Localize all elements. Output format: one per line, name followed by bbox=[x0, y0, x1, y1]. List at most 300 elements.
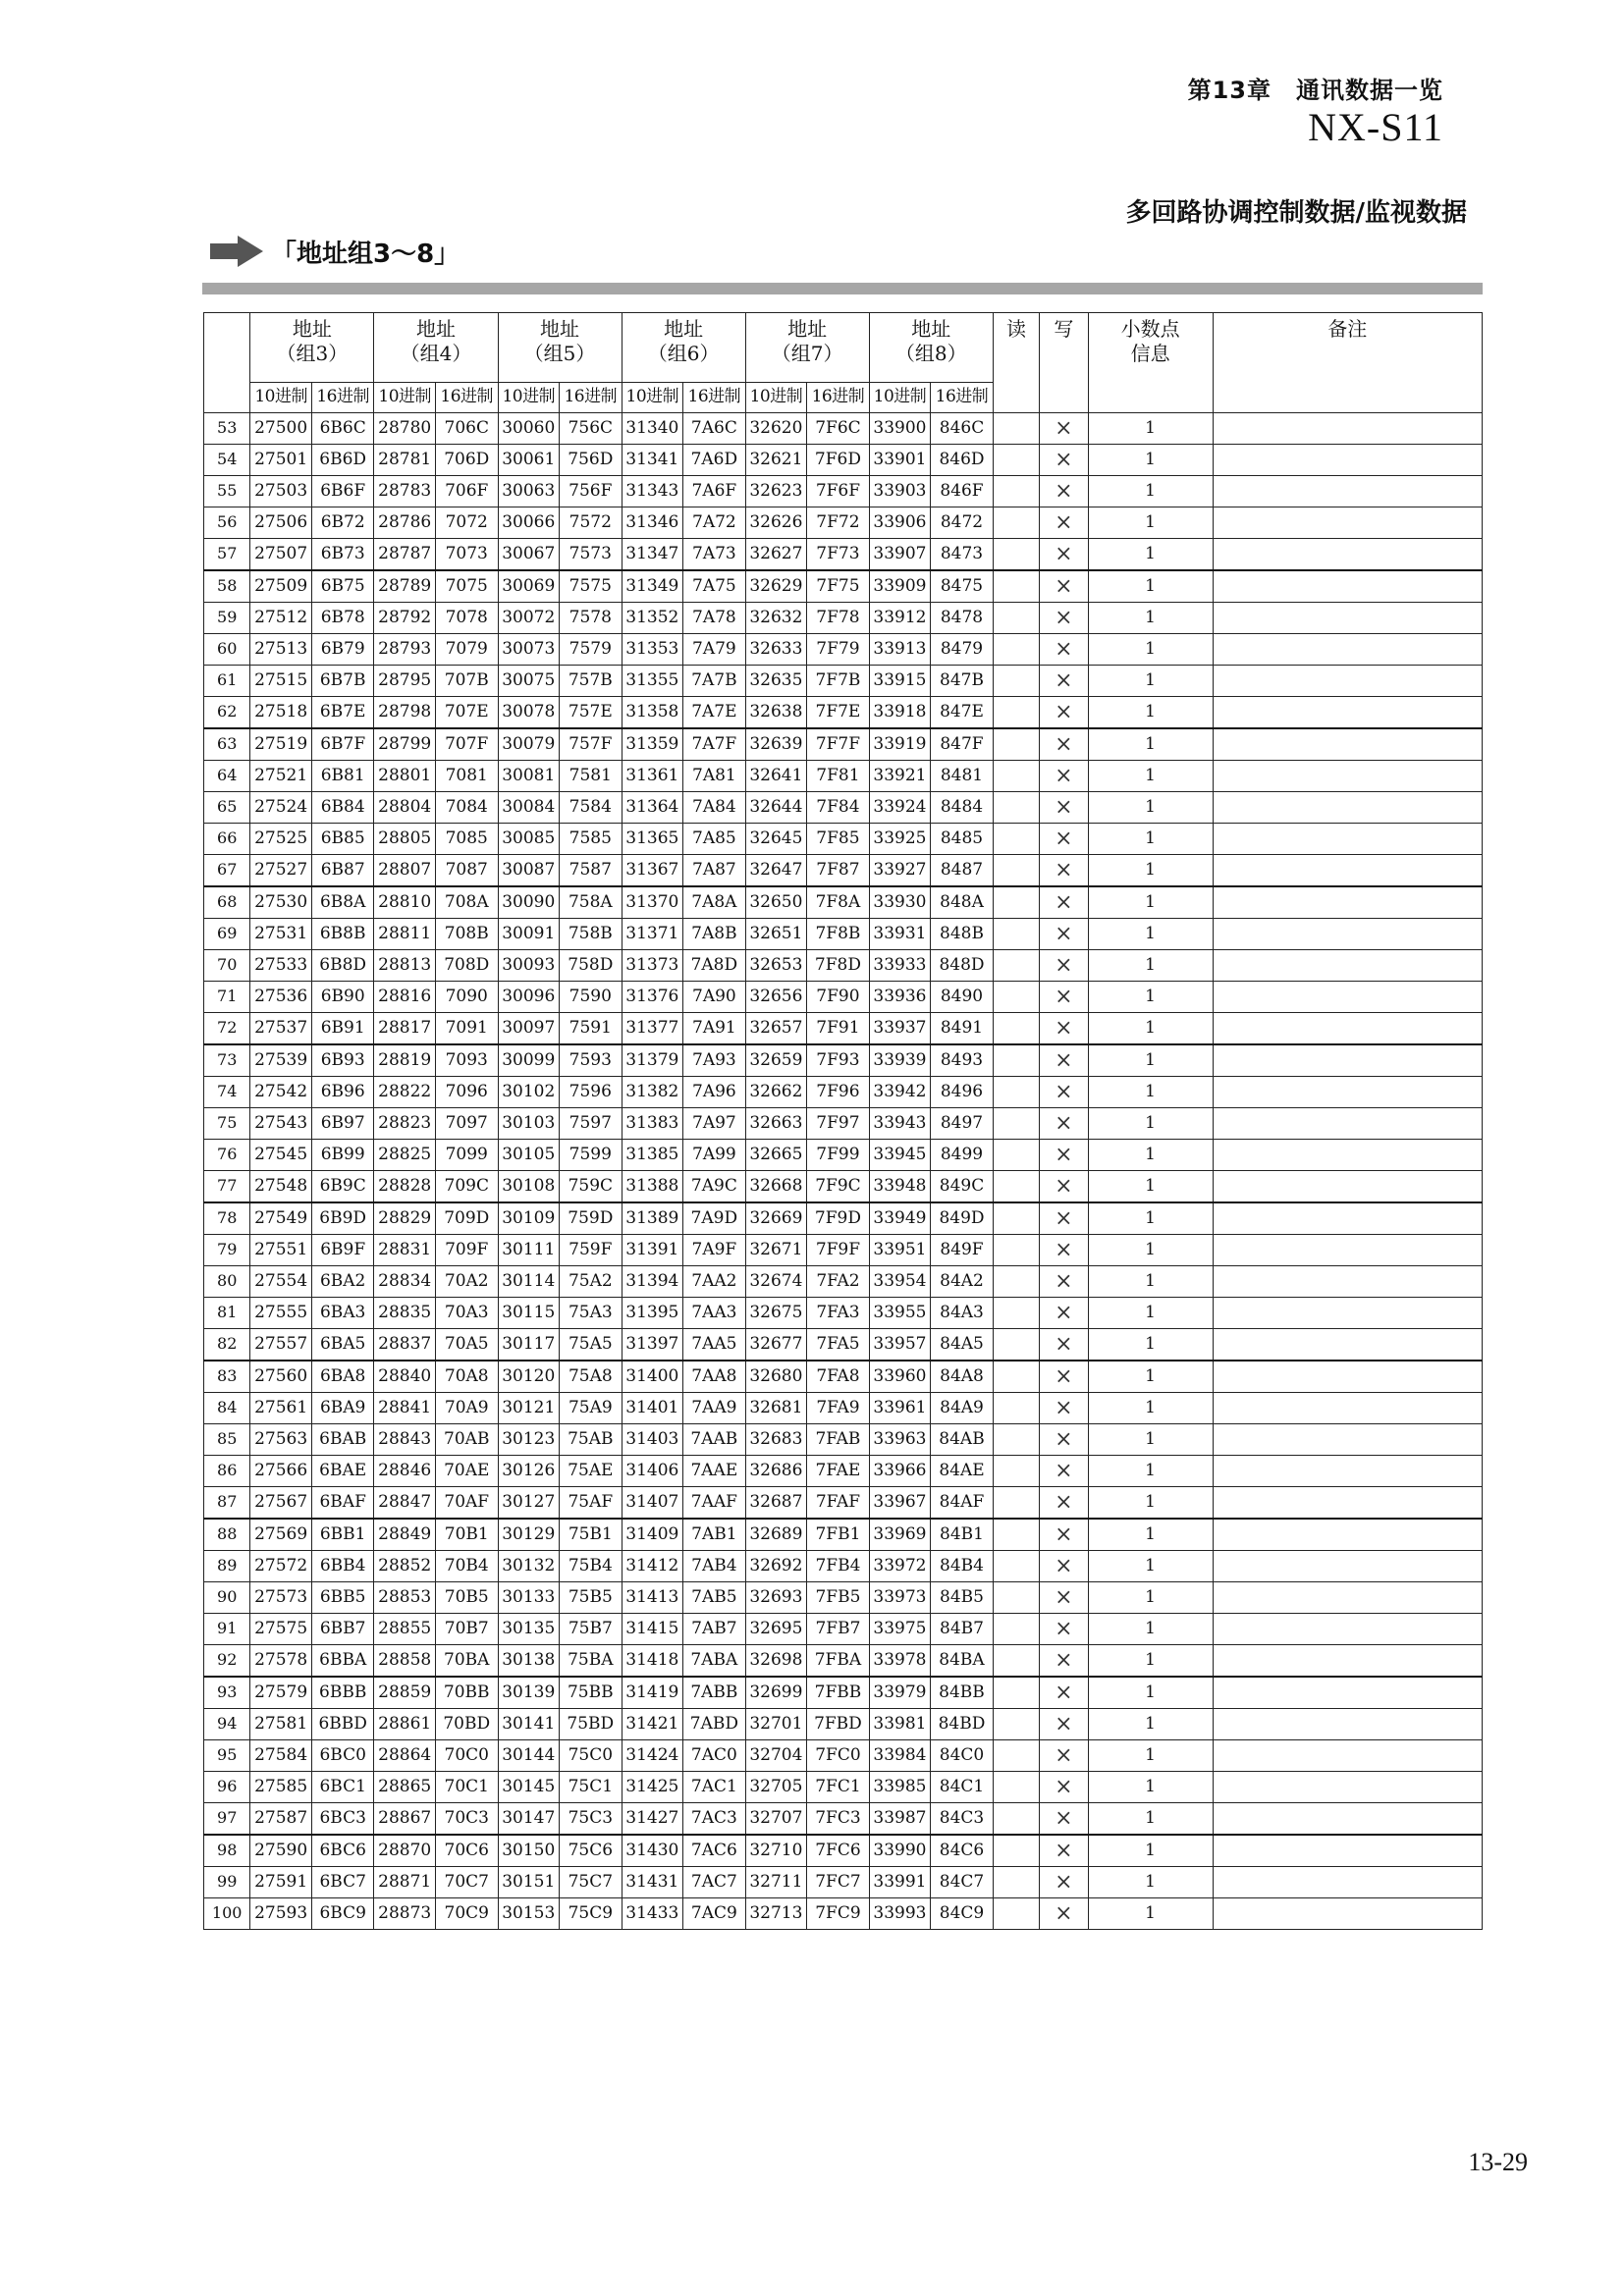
group-header: 地址 （组7） bbox=[745, 313, 869, 383]
remark-cell bbox=[1213, 476, 1482, 507]
hex-address-cell: 84A2 bbox=[931, 1266, 994, 1298]
write-cell: × bbox=[1040, 1898, 1088, 1930]
decimal-address-cell: 32629 bbox=[745, 570, 807, 603]
decimal-address-cell: 33903 bbox=[869, 476, 931, 507]
row-number-cell: 93 bbox=[204, 1677, 250, 1709]
hex-address-cell: 7584 bbox=[560, 792, 623, 824]
decimal-address-cell: 31425 bbox=[622, 1772, 683, 1803]
table-row bbox=[204, 728, 1483, 761]
hex-address-cell: 7593 bbox=[560, 1044, 623, 1077]
hex-address-cell: 7FA5 bbox=[807, 1329, 870, 1362]
hex-address-cell: 75A9 bbox=[560, 1393, 623, 1424]
write-cell: × bbox=[1040, 982, 1088, 1013]
decimal-address-cell: 30067 bbox=[498, 539, 560, 571]
decimal-address-cell: 27509 bbox=[250, 570, 312, 603]
decimal-address-cell: 32699 bbox=[745, 1677, 807, 1709]
read-cell bbox=[993, 476, 1039, 507]
decimal-address-cell: 33991 bbox=[869, 1867, 931, 1898]
hex-address-cell: 7A7E bbox=[683, 697, 746, 729]
hex-address-cell: 848B bbox=[931, 919, 994, 950]
hex-address-cell: 759C bbox=[560, 1171, 623, 1203]
write-cell: × bbox=[1040, 886, 1088, 919]
hex-address-cell: 7599 bbox=[560, 1140, 623, 1171]
arrow-right-icon bbox=[208, 232, 265, 271]
row-number-cell: 77 bbox=[204, 1171, 250, 1203]
decimal-address-cell: 27563 bbox=[250, 1424, 312, 1456]
decimal-address-cell: 27575 bbox=[250, 1614, 312, 1645]
decimal-address-cell: 28811 bbox=[374, 919, 436, 950]
read-cell bbox=[993, 1393, 1039, 1424]
decimal-address-cell: 32692 bbox=[745, 1551, 807, 1582]
decimal-address-cell: 31409 bbox=[622, 1519, 683, 1551]
decimal-address-cell: 33900 bbox=[869, 413, 931, 445]
decimal-address-cell: 28816 bbox=[374, 982, 436, 1013]
hex-address-cell: 759F bbox=[560, 1235, 623, 1266]
decimal-address-cell: 33967 bbox=[869, 1487, 931, 1520]
decimal-address-cell: 31415 bbox=[622, 1614, 683, 1645]
row-number-cell: 74 bbox=[204, 1077, 250, 1108]
page-number: 13-29 bbox=[1468, 2148, 1528, 2176]
hex-address-cell: 75C0 bbox=[560, 1740, 623, 1772]
hex-address-cell: 8479 bbox=[931, 634, 994, 666]
hex-address-cell: 7096 bbox=[435, 1077, 498, 1108]
decimal-address-cell: 30115 bbox=[498, 1298, 560, 1329]
decimal-address-cell: 30141 bbox=[498, 1709, 560, 1740]
decimal-address-cell: 31397 bbox=[622, 1329, 683, 1362]
table-row bbox=[204, 1235, 1483, 1266]
decimal-address-cell: 30145 bbox=[498, 1772, 560, 1803]
decimal-address-cell: 33957 bbox=[869, 1329, 931, 1362]
decimal-address-cell: 27573 bbox=[250, 1582, 312, 1614]
decimal-address-cell: 32671 bbox=[745, 1235, 807, 1266]
read-cell bbox=[993, 1614, 1039, 1645]
hex-address-cell: 7578 bbox=[560, 603, 623, 634]
hex-address-cell: 84A5 bbox=[931, 1329, 994, 1362]
remark-cell bbox=[1213, 1361, 1482, 1393]
hex-address-cell: 84C7 bbox=[931, 1867, 994, 1898]
remark-cell bbox=[1213, 886, 1482, 919]
decimal-info-cell: 1 bbox=[1088, 919, 1213, 950]
hex-address-cell: 7A96 bbox=[683, 1077, 746, 1108]
hex-address-cell: 7F84 bbox=[807, 792, 870, 824]
decimal-address-cell: 33924 bbox=[869, 792, 931, 824]
decimal-address-cell: 31377 bbox=[622, 1013, 683, 1045]
decimal-address-cell: 32626 bbox=[745, 507, 807, 539]
hex-address-cell: 7090 bbox=[435, 982, 498, 1013]
table-row bbox=[204, 603, 1483, 634]
decimal-address-cell: 30078 bbox=[498, 697, 560, 729]
row-number-cell: 83 bbox=[204, 1361, 250, 1393]
hex-address-cell: 70B4 bbox=[435, 1551, 498, 1582]
read-cell bbox=[993, 634, 1039, 666]
hex-address-cell: 7FB5 bbox=[807, 1582, 870, 1614]
hex-address-cell: 706D bbox=[435, 445, 498, 476]
write-cell: × bbox=[1040, 1867, 1088, 1898]
hex-address-cell: 7F8D bbox=[807, 950, 870, 982]
decimal-address-cell: 31389 bbox=[622, 1202, 683, 1235]
hex-address-cell: 757F bbox=[560, 728, 623, 761]
decimal-info-cell: 1 bbox=[1088, 1740, 1213, 1772]
hex-address-cell: 6BB7 bbox=[311, 1614, 374, 1645]
decimal-address-cell: 32711 bbox=[745, 1867, 807, 1898]
row-number-cell: 60 bbox=[204, 634, 250, 666]
decimal-address-cell: 32674 bbox=[745, 1266, 807, 1298]
hex-address-cell: 84C9 bbox=[931, 1898, 994, 1930]
table-row bbox=[204, 1077, 1483, 1108]
decimal-address-cell: 33936 bbox=[869, 982, 931, 1013]
decimal-address-cell: 32644 bbox=[745, 792, 807, 824]
read-cell bbox=[993, 1867, 1039, 1898]
hex-address-cell: 84BB bbox=[931, 1677, 994, 1709]
hex-address-cell: 6BBD bbox=[311, 1709, 374, 1740]
decimal-address-cell: 31365 bbox=[622, 824, 683, 855]
hex-address-cell: 70BB bbox=[435, 1677, 498, 1709]
decimal-address-cell: 33973 bbox=[869, 1582, 931, 1614]
hex-address-cell: 8485 bbox=[931, 824, 994, 855]
hex-address-cell: 7F85 bbox=[807, 824, 870, 855]
hex-address-cell: 7F96 bbox=[807, 1077, 870, 1108]
hex-address-cell: 7AC3 bbox=[683, 1803, 746, 1836]
hex-address-cell: 706F bbox=[435, 476, 498, 507]
group-header: 地址 （组8） bbox=[869, 313, 993, 383]
hex-address-cell: 7F93 bbox=[807, 1044, 870, 1077]
decimal-address-cell: 33921 bbox=[869, 761, 931, 792]
hex-address-cell: 846D bbox=[931, 445, 994, 476]
decimal-address-cell: 32710 bbox=[745, 1835, 807, 1867]
decimal-info-cell: 1 bbox=[1088, 1709, 1213, 1740]
table-row bbox=[204, 476, 1483, 507]
decimal-address-cell: 27581 bbox=[250, 1709, 312, 1740]
table-row bbox=[204, 634, 1483, 666]
decimal-address-cell: 30084 bbox=[498, 792, 560, 824]
decimal-address-cell: 31364 bbox=[622, 792, 683, 824]
hex-address-cell: 7AA3 bbox=[683, 1298, 746, 1329]
hex-address-cell: 70A3 bbox=[435, 1298, 498, 1329]
hex-address-cell: 75C3 bbox=[560, 1803, 623, 1836]
decimal-address-cell: 31430 bbox=[622, 1835, 683, 1867]
decimal-address-cell: 33949 bbox=[869, 1202, 931, 1235]
row-number-cell: 70 bbox=[204, 950, 250, 982]
hex-address-cell: 6BA3 bbox=[311, 1298, 374, 1329]
hex-address-cell: 6BA2 bbox=[311, 1266, 374, 1298]
decimal-address-cell: 30097 bbox=[498, 1013, 560, 1045]
table-row bbox=[204, 445, 1483, 476]
hex-address-cell: 7097 bbox=[435, 1108, 498, 1140]
write-cell: × bbox=[1040, 1582, 1088, 1614]
read-cell bbox=[993, 697, 1039, 729]
hex-address-cell: 6B96 bbox=[311, 1077, 374, 1108]
remark-cell bbox=[1213, 1519, 1482, 1551]
hex-address-cell: 6B72 bbox=[311, 507, 374, 539]
hex-address-cell: 6BAB bbox=[311, 1424, 374, 1456]
decimal-address-cell: 27560 bbox=[250, 1361, 312, 1393]
read-cell bbox=[993, 1551, 1039, 1582]
remark-cell bbox=[1213, 824, 1482, 855]
row-number-cell: 86 bbox=[204, 1456, 250, 1487]
decimal-address-cell: 33979 bbox=[869, 1677, 931, 1709]
read-cell bbox=[993, 413, 1039, 445]
remark-cell bbox=[1213, 728, 1482, 761]
hex-address-cell: 75AE bbox=[560, 1456, 623, 1487]
hex-address-cell: 7F9C bbox=[807, 1171, 870, 1203]
hex-address-cell: 756C bbox=[560, 413, 623, 445]
decimal-address-cell: 28829 bbox=[374, 1202, 436, 1235]
hex-address-cell: 7AAF bbox=[683, 1487, 746, 1520]
hex-address-cell: 8472 bbox=[931, 507, 994, 539]
decimal-address-cell: 30129 bbox=[498, 1519, 560, 1551]
decimal-address-cell: 33939 bbox=[869, 1044, 931, 1077]
row-number-cell: 80 bbox=[204, 1266, 250, 1298]
decimal-address-cell: 31373 bbox=[622, 950, 683, 982]
hex-column-header: 16进制 bbox=[807, 383, 870, 413]
hex-address-cell: 70A9 bbox=[435, 1393, 498, 1424]
hex-address-cell: 7073 bbox=[435, 539, 498, 571]
hex-address-cell: 846C bbox=[931, 413, 994, 445]
decimal-address-cell: 30150 bbox=[498, 1835, 560, 1867]
read-cell bbox=[993, 1677, 1039, 1709]
hex-address-cell: 7F9F bbox=[807, 1235, 870, 1266]
table-row bbox=[204, 886, 1483, 919]
decimal-address-cell: 31343 bbox=[622, 476, 683, 507]
hex-address-cell: 7A85 bbox=[683, 824, 746, 855]
decimal-column-header: 10进制 bbox=[374, 383, 436, 413]
hex-address-cell: 7AAB bbox=[683, 1424, 746, 1456]
decimal-address-cell: 30132 bbox=[498, 1551, 560, 1582]
hex-address-cell: 7F78 bbox=[807, 603, 870, 634]
decimal-address-cell: 27545 bbox=[250, 1140, 312, 1171]
hex-address-cell: 7575 bbox=[560, 570, 623, 603]
hex-address-cell: 6BBA bbox=[311, 1645, 374, 1678]
hex-address-cell: 6B93 bbox=[311, 1044, 374, 1077]
hex-address-cell: 7FC3 bbox=[807, 1803, 870, 1836]
decimal-address-cell: 32659 bbox=[745, 1044, 807, 1077]
row-number-cell: 91 bbox=[204, 1614, 250, 1645]
hex-address-cell: 709D bbox=[435, 1202, 498, 1235]
hex-address-cell: 6B7F bbox=[311, 728, 374, 761]
decimal-address-cell: 32647 bbox=[745, 855, 807, 887]
hex-address-cell: 7A90 bbox=[683, 982, 746, 1013]
read-cell bbox=[993, 1202, 1039, 1235]
hex-address-cell: 849D bbox=[931, 1202, 994, 1235]
read-cell bbox=[993, 1013, 1039, 1045]
decimal-info-cell: 1 bbox=[1088, 1519, 1213, 1551]
decimal-address-cell: 27521 bbox=[250, 761, 312, 792]
decimal-info-cell: 1 bbox=[1088, 413, 1213, 445]
hex-address-cell: 75A8 bbox=[560, 1361, 623, 1393]
section-divider bbox=[202, 283, 1483, 294]
decimal-address-cell: 30060 bbox=[498, 413, 560, 445]
hex-address-cell: 84AE bbox=[931, 1456, 994, 1487]
decimal-address-cell: 33961 bbox=[869, 1393, 931, 1424]
hex-address-cell: 7091 bbox=[435, 1013, 498, 1045]
hex-address-cell: 7A7B bbox=[683, 666, 746, 697]
decimal-address-cell: 27525 bbox=[250, 824, 312, 855]
hex-address-cell: 7AA2 bbox=[683, 1266, 746, 1298]
decimal-address-cell: 31424 bbox=[622, 1740, 683, 1772]
read-cell bbox=[993, 1519, 1039, 1551]
decimal-address-cell: 33951 bbox=[869, 1235, 931, 1266]
write-cell: × bbox=[1040, 666, 1088, 697]
hex-address-cell: 70B7 bbox=[435, 1614, 498, 1645]
decimal-address-cell: 28817 bbox=[374, 1013, 436, 1045]
hex-address-cell: 84B4 bbox=[931, 1551, 994, 1582]
row-number-cell: 84 bbox=[204, 1393, 250, 1424]
decimal-address-cell: 30099 bbox=[498, 1044, 560, 1077]
decimal-address-cell: 28804 bbox=[374, 792, 436, 824]
decimal-address-cell: 32687 bbox=[745, 1487, 807, 1520]
read-cell bbox=[993, 824, 1039, 855]
hex-address-cell: 757E bbox=[560, 697, 623, 729]
decimal-address-cell: 28786 bbox=[374, 507, 436, 539]
decimal-info-cell: 1 bbox=[1088, 666, 1213, 697]
decimal-address-cell: 30111 bbox=[498, 1235, 560, 1266]
table-row bbox=[204, 1772, 1483, 1803]
hex-address-cell: 84B5 bbox=[931, 1582, 994, 1614]
hex-address-cell: 70BD bbox=[435, 1709, 498, 1740]
hex-address-cell: 7AB7 bbox=[683, 1614, 746, 1645]
decimal-address-cell: 30085 bbox=[498, 824, 560, 855]
decimal-info-cell: 1 bbox=[1088, 697, 1213, 729]
hex-address-cell: 7581 bbox=[560, 761, 623, 792]
remark-cell bbox=[1213, 1456, 1482, 1487]
model-name: NX-S11 bbox=[1308, 105, 1443, 149]
hex-address-cell: 8499 bbox=[931, 1140, 994, 1171]
decimal-address-cell: 30090 bbox=[498, 886, 560, 919]
remark-cell bbox=[1213, 634, 1482, 666]
hex-address-cell: 7F87 bbox=[807, 855, 870, 887]
decimal-address-cell: 27507 bbox=[250, 539, 312, 571]
decimal-address-cell: 31406 bbox=[622, 1456, 683, 1487]
remark-cell bbox=[1213, 1614, 1482, 1645]
row-number-cell: 94 bbox=[204, 1709, 250, 1740]
decimal-address-cell: 28855 bbox=[374, 1614, 436, 1645]
hex-address-cell: 6BAF bbox=[311, 1487, 374, 1520]
remark-cell bbox=[1213, 445, 1482, 476]
decimal-info-cell: 1 bbox=[1088, 1614, 1213, 1645]
decimal-address-cell: 27513 bbox=[250, 634, 312, 666]
decimal-address-cell: 31412 bbox=[622, 1551, 683, 1582]
decimal-address-cell: 32704 bbox=[745, 1740, 807, 1772]
hex-address-cell: 8491 bbox=[931, 1013, 994, 1045]
decimal-info-cell: 1 bbox=[1088, 1266, 1213, 1298]
hex-address-cell: 709C bbox=[435, 1171, 498, 1203]
remark-cell bbox=[1213, 1108, 1482, 1140]
hex-address-cell: 7F9D bbox=[807, 1202, 870, 1235]
hex-address-cell: 7F6C bbox=[807, 413, 870, 445]
decimal-address-cell: 30153 bbox=[498, 1898, 560, 1930]
read-cell bbox=[993, 603, 1039, 634]
hex-address-cell: 84C1 bbox=[931, 1772, 994, 1803]
hex-address-cell: 7F8B bbox=[807, 919, 870, 950]
hex-address-cell: 7F7E bbox=[807, 697, 870, 729]
decimal-address-cell: 31340 bbox=[622, 413, 683, 445]
decimal-address-cell: 33925 bbox=[869, 824, 931, 855]
remark-cell bbox=[1213, 982, 1482, 1013]
decimal-info-cell: 1 bbox=[1088, 570, 1213, 603]
hex-address-cell: 7FB7 bbox=[807, 1614, 870, 1645]
decimal-address-cell: 33966 bbox=[869, 1456, 931, 1487]
row-number-cell: 65 bbox=[204, 792, 250, 824]
remark-cell bbox=[1213, 603, 1482, 634]
row-number-cell: 53 bbox=[204, 413, 250, 445]
table-row bbox=[204, 1202, 1483, 1235]
hex-address-cell: 70C6 bbox=[435, 1835, 498, 1867]
decimal-address-cell: 33919 bbox=[869, 728, 931, 761]
write-cell: × bbox=[1040, 824, 1088, 855]
table-row bbox=[204, 507, 1483, 539]
decimal-address-cell: 27543 bbox=[250, 1108, 312, 1140]
table-row bbox=[204, 824, 1483, 855]
decimal-address-cell: 28819 bbox=[374, 1044, 436, 1077]
table-row bbox=[204, 1898, 1483, 1930]
decimal-address-cell: 32633 bbox=[745, 634, 807, 666]
section-title: 「地址组3～8」 bbox=[271, 239, 460, 269]
row-number-cell: 97 bbox=[204, 1803, 250, 1836]
decimal-info-cell: 1 bbox=[1088, 824, 1213, 855]
table-row bbox=[204, 919, 1483, 950]
decimal-address-cell: 33907 bbox=[869, 539, 931, 571]
decimal-address-cell: 33930 bbox=[869, 886, 931, 919]
decimal-address-cell: 32680 bbox=[745, 1361, 807, 1393]
write-cell: × bbox=[1040, 1456, 1088, 1487]
decimal-address-cell: 31421 bbox=[622, 1709, 683, 1740]
decimal-address-cell: 27531 bbox=[250, 919, 312, 950]
remark-cell bbox=[1213, 1044, 1482, 1077]
hex-address-cell: 6B6C bbox=[311, 413, 374, 445]
decimal-address-cell: 32693 bbox=[745, 1582, 807, 1614]
row-number-cell: 99 bbox=[204, 1867, 250, 1898]
decimal-address-cell: 32665 bbox=[745, 1140, 807, 1171]
decimal-address-cell: 30079 bbox=[498, 728, 560, 761]
decimal-address-cell: 28805 bbox=[374, 824, 436, 855]
decimal-address-cell: 28792 bbox=[374, 603, 436, 634]
hex-address-cell: 6BC3 bbox=[311, 1803, 374, 1836]
decimal-column-header: 10进制 bbox=[869, 383, 931, 413]
hex-address-cell: 7587 bbox=[560, 855, 623, 887]
hex-address-cell: 847E bbox=[931, 697, 994, 729]
decimal-address-cell: 32689 bbox=[745, 1519, 807, 1551]
decimal-address-cell: 31382 bbox=[622, 1077, 683, 1108]
hex-address-cell: 756D bbox=[560, 445, 623, 476]
hex-address-cell: 6BC6 bbox=[311, 1835, 374, 1867]
hex-address-cell: 7AAE bbox=[683, 1456, 746, 1487]
decimal-address-cell: 28853 bbox=[374, 1582, 436, 1614]
row-number-cell: 54 bbox=[204, 445, 250, 476]
hex-address-cell: 6BC7 bbox=[311, 1867, 374, 1898]
hex-address-cell: 84BD bbox=[931, 1709, 994, 1740]
hex-address-cell: 84C6 bbox=[931, 1835, 994, 1867]
table-row bbox=[204, 1803, 1483, 1836]
hex-address-cell: 847F bbox=[931, 728, 994, 761]
decimal-address-cell: 27512 bbox=[250, 603, 312, 634]
decimal-address-cell: 30121 bbox=[498, 1393, 560, 1424]
hex-address-cell: 7F6F bbox=[807, 476, 870, 507]
header-row-groups bbox=[204, 313, 1483, 383]
remark-cell bbox=[1213, 1772, 1482, 1803]
hex-column-header: 16进制 bbox=[560, 383, 623, 413]
hex-address-cell: 7FB1 bbox=[807, 1519, 870, 1551]
hex-address-cell: 7A8B bbox=[683, 919, 746, 950]
hex-address-cell: 84AF bbox=[931, 1487, 994, 1520]
write-cell: × bbox=[1040, 792, 1088, 824]
decimal-address-cell: 27524 bbox=[250, 792, 312, 824]
decimal-address-cell: 31413 bbox=[622, 1582, 683, 1614]
hex-address-cell: 6BA9 bbox=[311, 1393, 374, 1424]
decimal-address-cell: 33918 bbox=[869, 697, 931, 729]
hex-address-cell: 7A72 bbox=[683, 507, 746, 539]
decimal-address-cell: 27557 bbox=[250, 1329, 312, 1362]
decimal-address-cell: 30072 bbox=[498, 603, 560, 634]
